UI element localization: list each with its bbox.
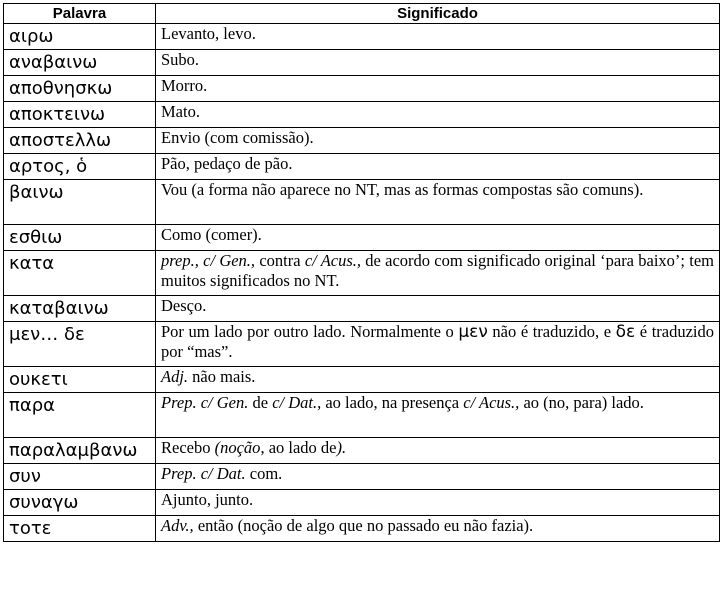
meaning-cell	[156, 322, 720, 367]
greek-word: βαινω	[4, 180, 156, 225]
meaning-cell	[156, 180, 720, 225]
vocabulary-table	[3, 3, 720, 542]
table-row	[4, 154, 720, 180]
meaning-text: ao lado, na presença	[321, 393, 464, 412]
meaning-column-header: Significado	[156, 4, 720, 24]
greek-word: καταβαινω	[4, 296, 156, 322]
meaning-cell	[156, 24, 720, 50]
greek-word: συν	[4, 464, 156, 490]
meaning-cell	[156, 154, 720, 180]
meaning-text: ao (no, para) lado.	[519, 393, 644, 412]
table-row	[4, 464, 720, 490]
header-row	[4, 4, 720, 24]
meaning-cell	[156, 128, 720, 154]
meaning-text: com.	[245, 464, 283, 483]
italic-abbreviation: Prep. c/ Gen.	[161, 393, 249, 412]
italic-abbreviation: prep., c/ Gen.,	[161, 251, 256, 270]
greek-word: εσθιω	[4, 225, 156, 251]
greek-word: συναγω	[4, 490, 156, 516]
italic-abbreviation: (noção	[214, 438, 261, 457]
meaning-text: é traduzido por “mas”.	[161, 322, 714, 361]
greek-word: παρα	[4, 393, 156, 438]
meaning-text: de acordo com significado original ‘para baixo’; tem muitos significados no NT.	[161, 251, 715, 290]
meaning-text: Pão, pedaço de pão.	[161, 154, 293, 173]
word-column-header: Palavra	[4, 4, 156, 24]
greek-word: παραλαμβανω	[4, 438, 156, 464]
meaning-text: Morro.	[161, 76, 208, 95]
meaning-text: Como (comer).	[161, 225, 262, 244]
table-row	[4, 76, 720, 102]
meaning-text: Mato.	[161, 102, 200, 121]
table-row	[4, 102, 720, 128]
table-row	[4, 393, 720, 438]
greek-word: ουκετι	[4, 367, 156, 393]
greek-term: μεν	[458, 322, 488, 342]
meaning-text: Levanto, levo.	[161, 24, 256, 43]
meaning-text: , ao lado de	[260, 438, 337, 457]
greek-word: αποθνησκω	[4, 76, 156, 102]
greek-word: αιρω	[4, 24, 156, 50]
meaning-text: Envio (com comissão).	[161, 128, 314, 147]
meaning-text: Ajunto, junto.	[161, 490, 254, 509]
meaning-cell	[156, 225, 720, 251]
greek-word: αρτος, ὁ	[4, 154, 156, 180]
greek-word: τοτε	[4, 516, 156, 542]
greek-word: μεν… δε	[4, 322, 156, 367]
italic-abbreviation: Adj.	[161, 367, 189, 386]
meaning-cell	[156, 296, 720, 322]
table-row	[4, 322, 720, 367]
meaning-cell	[156, 76, 720, 102]
italic-abbreviation: c/ Acus.,	[463, 393, 520, 412]
italic-abbreviation: Prep. c/ Dat.	[161, 464, 246, 483]
meaning-text: não é traduzido, e	[487, 322, 616, 341]
table-row	[4, 251, 720, 296]
italic-abbreviation: c/ Acus.,	[304, 251, 362, 270]
italic-abbreviation: c/ Dat.,	[272, 393, 322, 412]
table-row	[4, 180, 720, 225]
italic-abbreviation: Adv.,	[161, 516, 194, 535]
table-row	[4, 50, 720, 76]
table-body	[4, 24, 720, 542]
meaning-cell	[156, 516, 720, 542]
table-row	[4, 24, 720, 50]
meaning-text: Subo.	[161, 50, 200, 69]
meaning-text: contra	[255, 251, 305, 270]
table-row	[4, 225, 720, 251]
table-row	[4, 367, 720, 393]
meaning-cell	[156, 490, 720, 516]
table-row	[4, 438, 720, 464]
greek-word: αποκτεινω	[4, 102, 156, 128]
meaning-text: Vou (a forma não aparece no NT, mas as formas compostas são comuns).	[161, 180, 644, 199]
meaning-text: Recebo	[161, 438, 215, 457]
meaning-cell	[156, 50, 720, 76]
table-row	[4, 128, 720, 154]
meaning-cell	[156, 438, 720, 464]
meaning-cell	[156, 464, 720, 490]
meaning-cell	[156, 251, 720, 296]
meaning-text: então (noção de algo que no passado eu não fazia).	[193, 516, 534, 535]
meaning-text: não mais.	[188, 367, 256, 386]
meaning-cell	[156, 367, 720, 393]
meaning-cell	[156, 102, 720, 128]
greek-term: δε	[615, 322, 636, 342]
greek-word: αναβαινω	[4, 50, 156, 76]
meaning-text: Desço.	[161, 296, 207, 315]
italic-abbreviation: ).	[336, 438, 347, 457]
table-row	[4, 516, 720, 542]
greek-word: κατα	[4, 251, 156, 296]
table-row	[4, 296, 720, 322]
meaning-text: Por um lado por outro lado. Normalmente o	[161, 322, 459, 341]
table-row	[4, 490, 720, 516]
meaning-cell	[156, 393, 720, 438]
greek-word: αποστελλω	[4, 128, 156, 154]
meaning-text: de	[248, 393, 273, 412]
